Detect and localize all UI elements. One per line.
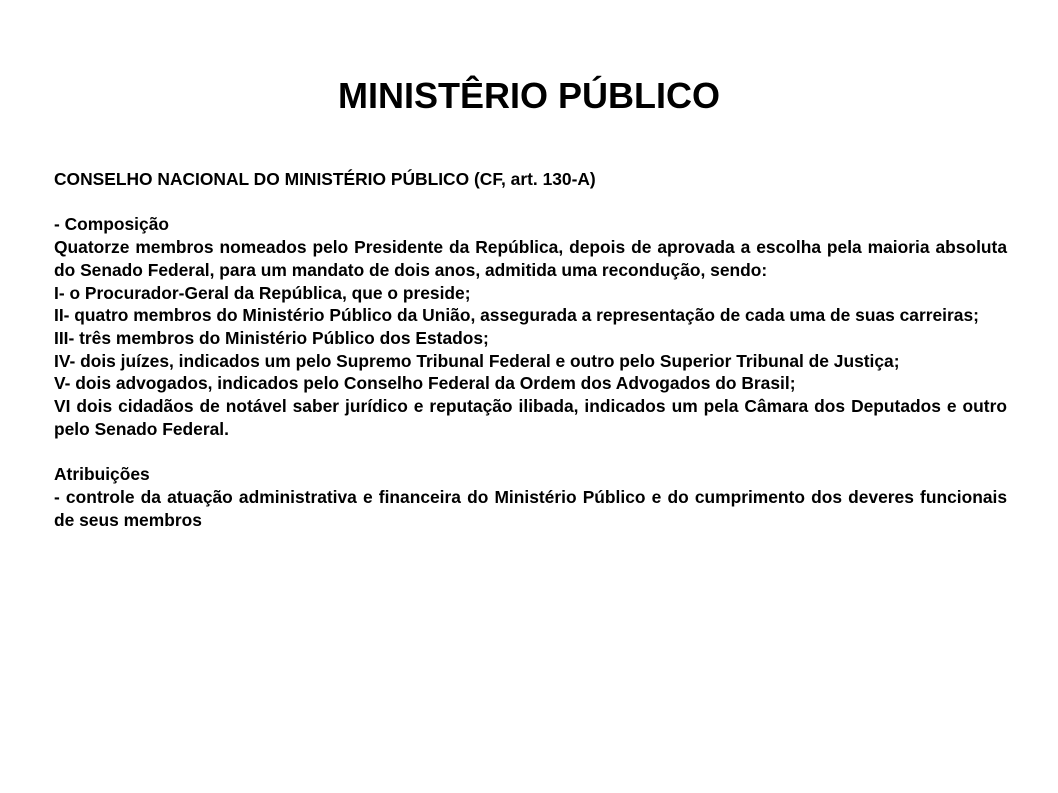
attributions-item: - controle da atuação administrativa e financeira do Ministério Público e do cumprimento dos deveres funcionais de seus membros [54,486,1007,530]
composition-item: II- quatro membros do Ministério Público da União, assegurada a representação de cada uma de suas carreiras; [54,305,979,326]
attributions-heading: Atribuições [54,464,150,485]
section-subtitle: CONSELHO NACIONAL DO MINISTÉRIO PÚBLICO (CF, art. 130-A) [54,169,596,189]
composition-item: VI dois cidadãos de notável saber jurídico e reputação ilibada, indicados um pela Câmara dos Deputados e outro pelo Senado Federal. [54,396,1007,439]
composition-intro: Quatorze membros nomeados pelo Presidente da República, depois de aprovada a escolha pela maioria absoluta do Senado Federal, para um mandato de dois anos, admitida uma recondução, sendo: [54,237,1007,280]
composition-item: V- dois advogados, indicados pelo Conselho Federal da Ordem dos Advogados do Brasil; [54,373,796,394]
slide-body [54,168,1007,531]
composition-item: I- o Procurador-Geral da República, que o preside; [54,282,471,303]
spacer [54,440,1007,463]
composition-item: III- três membros do Ministério Público dos Estados; [54,327,489,348]
page-title: MINISTÊRIO PÚBLICO [337,75,720,116]
composition-item: IV- dois juízes, indicados um pelo Supremo Tribunal Federal e outro pelo Superior Tribunal de Justiça; [54,350,900,371]
composition-heading: - Composição [54,214,169,235]
spacer [54,191,1007,214]
